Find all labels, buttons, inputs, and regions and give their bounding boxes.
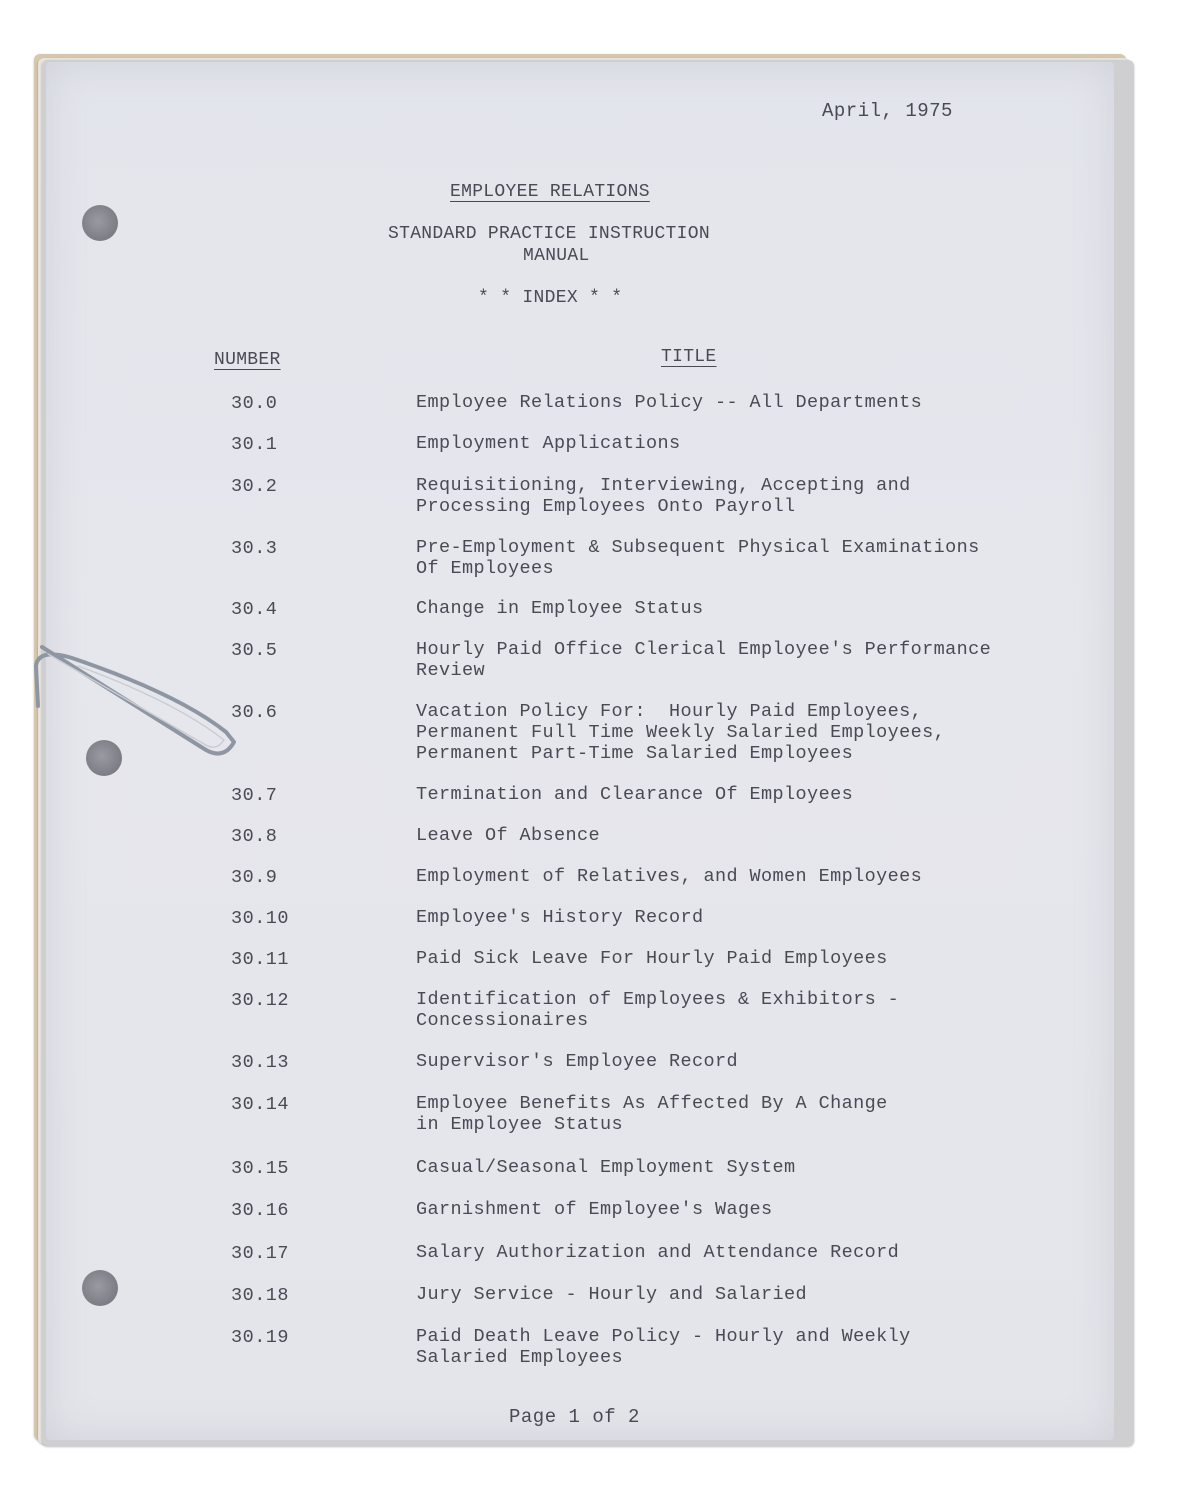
entry-number: 30.8 xyxy=(231,826,278,847)
entry-title: Employee Relations Policy -- All Departments xyxy=(416,392,923,413)
index-label: * * INDEX * * xyxy=(478,288,623,308)
entry-number: 30.19 xyxy=(231,1327,290,1348)
entry-title: Jury Service - Hourly and Salaried xyxy=(416,1284,808,1305)
entry-number: 30.0 xyxy=(231,393,278,414)
document-date: April, 1975 xyxy=(822,100,953,122)
punch-hole-bottom xyxy=(82,1270,118,1306)
entry-title: Vacation Policy For: Hourly Paid Employees, Permanent Full Time Weekly Salaried Employees, Permanent Part-Time Salaried Employees xyxy=(416,701,946,764)
entry-number: 30.14 xyxy=(231,1094,290,1115)
entry-title: Pre-Employment & Subsequent Physical Examinations Of Employees xyxy=(416,537,980,579)
entry-title: Requisitioning, Interviewing, Accepting and Processing Employees Onto Payroll xyxy=(416,475,911,517)
entry-title: Employee's History Record xyxy=(416,907,704,928)
entry-number: 30.5 xyxy=(231,640,278,661)
entry-title: Employment Applications xyxy=(416,433,681,454)
entry-number: 30.16 xyxy=(231,1200,290,1221)
entry-title: Employee Benefits As Affected By A Change in Employee Status xyxy=(416,1093,888,1135)
manual-title-line1: STANDARD PRACTICE INSTRUCTION xyxy=(388,224,710,244)
entry-title: Paid Sick Leave For Hourly Paid Employees xyxy=(416,948,888,969)
entry-number: 30.15 xyxy=(231,1158,290,1179)
entry-title: Leave Of Absence xyxy=(416,825,601,846)
entry-title: Casual/Seasonal Employment System xyxy=(416,1157,796,1178)
entry-number: 30.2 xyxy=(231,476,278,497)
page-number-footer: Page 1 of 2 xyxy=(509,1406,640,1428)
entry-number: 30.1 xyxy=(231,434,278,455)
entry-number: 30.4 xyxy=(231,599,278,620)
entry-number: 30.11 xyxy=(231,949,290,970)
entry-number: 30.9 xyxy=(231,867,278,888)
entry-title: Paid Death Leave Policy - Hourly and Weekly Salaried Employees xyxy=(416,1326,911,1368)
entry-title: Supervisor's Employee Record xyxy=(416,1051,739,1072)
entry-number: 30.18 xyxy=(231,1285,290,1306)
entry-number: 30.7 xyxy=(231,785,278,806)
paperclip xyxy=(28,632,243,782)
department-heading: EMPLOYEE RELATIONS xyxy=(450,182,650,202)
entry-number: 30.10 xyxy=(231,908,290,929)
column-header-title: TITLE xyxy=(661,347,717,367)
entry-title: Hourly Paid Office Clerical Employee's Performance Review xyxy=(416,639,992,681)
entry-title: Identification of Employees & Exhibitors - Concessionaires xyxy=(416,989,900,1031)
entry-title: Employment of Relatives, and Women Employees xyxy=(416,866,923,887)
entry-title: Change in Employee Status xyxy=(416,598,704,619)
manual-title-line2: MANUAL xyxy=(523,246,590,266)
entry-title: Termination and Clearance Of Employees xyxy=(416,784,854,805)
entry-number: 30.17 xyxy=(231,1243,290,1264)
entry-number: 30.6 xyxy=(231,702,278,723)
entry-number: 30.12 xyxy=(231,990,290,1011)
column-header-number: NUMBER xyxy=(214,350,281,370)
punch-hole-top xyxy=(82,205,118,241)
entry-title: Garnishment of Employee's Wages xyxy=(416,1199,773,1220)
entry-title: Salary Authorization and Attendance Record xyxy=(416,1242,900,1263)
entry-number: 30.3 xyxy=(231,538,278,559)
entry-number: 30.13 xyxy=(231,1052,290,1073)
